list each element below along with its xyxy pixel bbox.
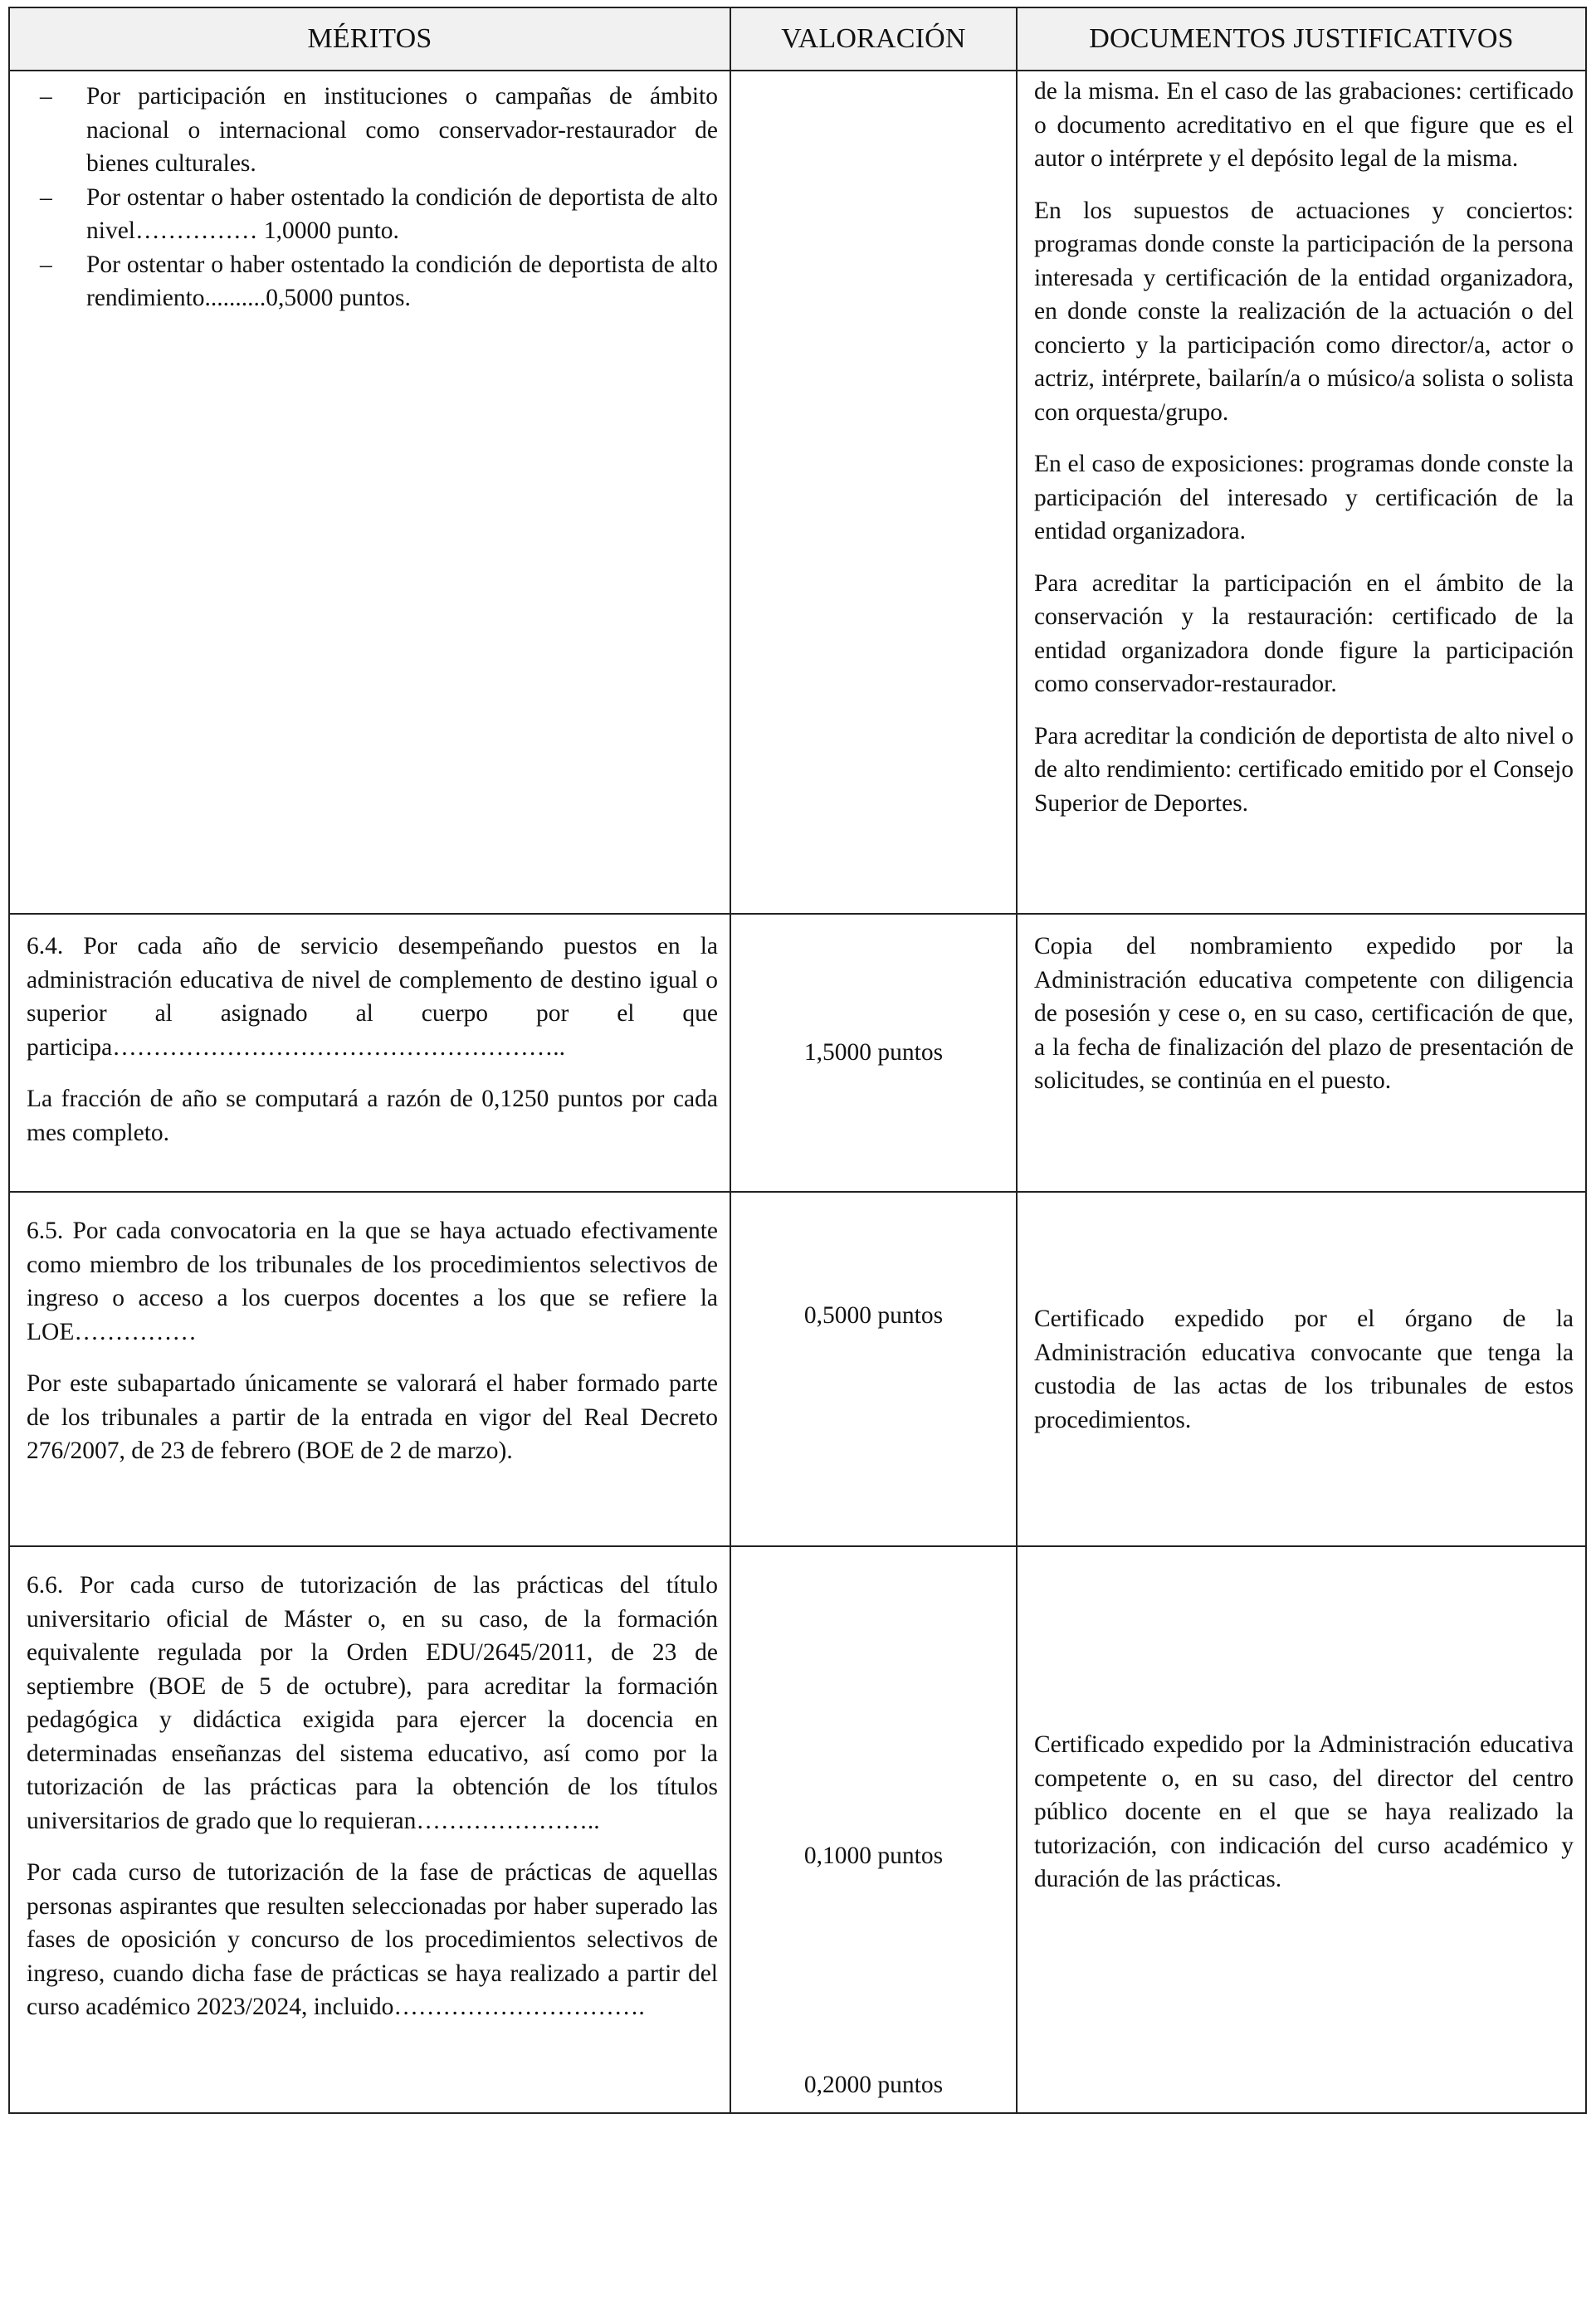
doc-paragraph: de la misma. En el caso de las grabaciones: certificado o documento acreditativo en el que figure que es el autor o intérprete y el depósito legal de la misma. [1034,78,1574,172]
merit-cell [9,1192,730,1546]
points-value-master: 0,1000 puntos [803,1843,944,1869]
table-row [9,71,1586,914]
header-valoracion: VALORACIÓN [730,7,1017,71]
merit-paragraph: 6.4. Por cada año de servicio desempeñando puestos en la administración educativa de nivel de complemento de destino igual o superior al asignado al cuerpo por el que participa……………………………………………….. [27,933,718,1061]
valoracion-cell [730,914,1017,1192]
doc-paragraph: Para acreditar la participación en el ámbito de la conservación y la restauración: certificado de la entidad organizadora donde figure la participación como conservador-restaurador. [1034,569,1574,697]
list-item: – Por participación en instituciones o campañas de ámbito nacional o internacional como conservador-restaurador de bienes culturales. [10,80,718,181]
merit-cell [9,914,730,1192]
merit-cell [9,71,730,914]
merit-paragraph: 6.6. Por cada curso de tutorización de las prácticas del título universitario oficial de Máster o, en su caso, de la formación equivalente regulada por la Orden EDU/2645/2011, de 23 de septiembre (BOE de 5 de octubre), para acreditar la formación pedagógica y didáctica exigida para ejercer la docencia en determinadas enseñanzas del sistema educativo, así como por la tutorización de las prácticas para la obtención de los títulos universitarios de grado que lo requieran………………….. [27,1572,718,1834]
documents-cell [1017,71,1586,914]
doc-paragraph: Certificado expedido por el órgano de la Administración educativa convocante que tenga la custodia de las actas de los tribunales de estos procedimientos. [1034,1306,1574,1433]
header-documentos: DOCUMENTOS JUSTIFICATIVOS [1017,7,1586,71]
dash-bullet-icon: – [40,251,52,278]
points-value: 1,5000 puntos [803,1039,944,1066]
doc-paragraph: Para acreditar la condición de deportista de alto nivel o de alto rendimiento: certificado emitido por el Consejo Superior de Deportes. [1034,722,1574,817]
doc-paragraph: En los supuestos de actuaciones y conciertos: programas donde conste la participación de la persona interesada y certificación de la entidad organizadora, en donde conste la realización de la actuación o del concierto y la participación como director/a, actor o actriz, intérprete, bailarín/a o músico/a solista o solista con orquesta/grupo. [1034,197,1574,426]
documents-cell [1017,1192,1586,1546]
merit-note: Por este subapartado únicamente se valorará el haber formado parte de los tribunales a partir de la entrada en vigor del Real Decreto 276/2007, de 23 de febrero (BOE de 2 de marzo). [27,1370,718,1464]
header-meritos: MÉRITOS [9,7,730,71]
doc-paragraph: En el caso de exposiciones: programas donde conste la participación del interesado y certificación de la entidad organizadora. [1034,451,1574,544]
valoracion-cell [730,1192,1017,1546]
list-item: – Por ostentar o haber ostentado la condición de deportista de alto rendimiento..........0,5000 puntos. [10,248,718,315]
merits-table [8,7,1587,2114]
merit-paragraph: Por cada curso de tutorización de la fase de prácticas de aquellas personas aspirantes que resulten seleccionadas por haber superado las fases de oposición y concurso de los procedimientos selectivos de ingreso, cuando dicha fase de prácticas se haya realizado a partir del curso académico 2023/2024, incluido…………………………. [27,1859,718,2020]
dash-bullet-icon: – [40,183,52,211]
table-row-6-4 [9,914,1586,1192]
merit-bullet-list [10,80,718,315]
table-row-6-5 [9,1192,1586,1546]
points-value: 0,5000 puntos [803,1302,944,1329]
valoracion-cell [730,1546,1017,2113]
list-item: – Por ostentar o haber ostentado la condición de deportista de alto nivel…………… 1,0000 punto. [10,181,718,248]
documents-cell [1017,914,1586,1192]
table-row-6-6 [9,1546,1586,2113]
merit-cell [9,1546,730,2113]
table-header-row [9,7,1586,71]
valoracion-cell [730,71,1017,914]
dash-bullet-icon: – [40,83,52,110]
doc-paragraph: Certificado expedido por la Administración educativa competente o, en su caso, del director del centro público docente en el que se haya realizado la tutorización, con indicación del curso académico y duración de las prácticas. [1034,1731,1574,1892]
points-value-fase-practicas: 0,2000 puntos [803,2072,944,2098]
doc-paragraph: Copia del nombramiento expedido por la Administración educativa competente con diligencia de posesión y cese o, en su caso, certificación de que, a la fecha de finalización del plazo de presentación de solicitudes, se continúa en el puesto. [1034,933,1574,1094]
merit-paragraph: 6.5. Por cada convocatoria en la que se haya actuado efectivamente como miembro de los tribunales de los procedimientos selectivos de ingreso o acceso a los cuerpos docentes a los que se refiere la LOE…………… [27,1218,718,1345]
merit-note: La fracción de año se computará a razón de 0,1250 puntos por cada mes completo. [27,1086,718,1146]
documents-cell [1017,1546,1586,2113]
